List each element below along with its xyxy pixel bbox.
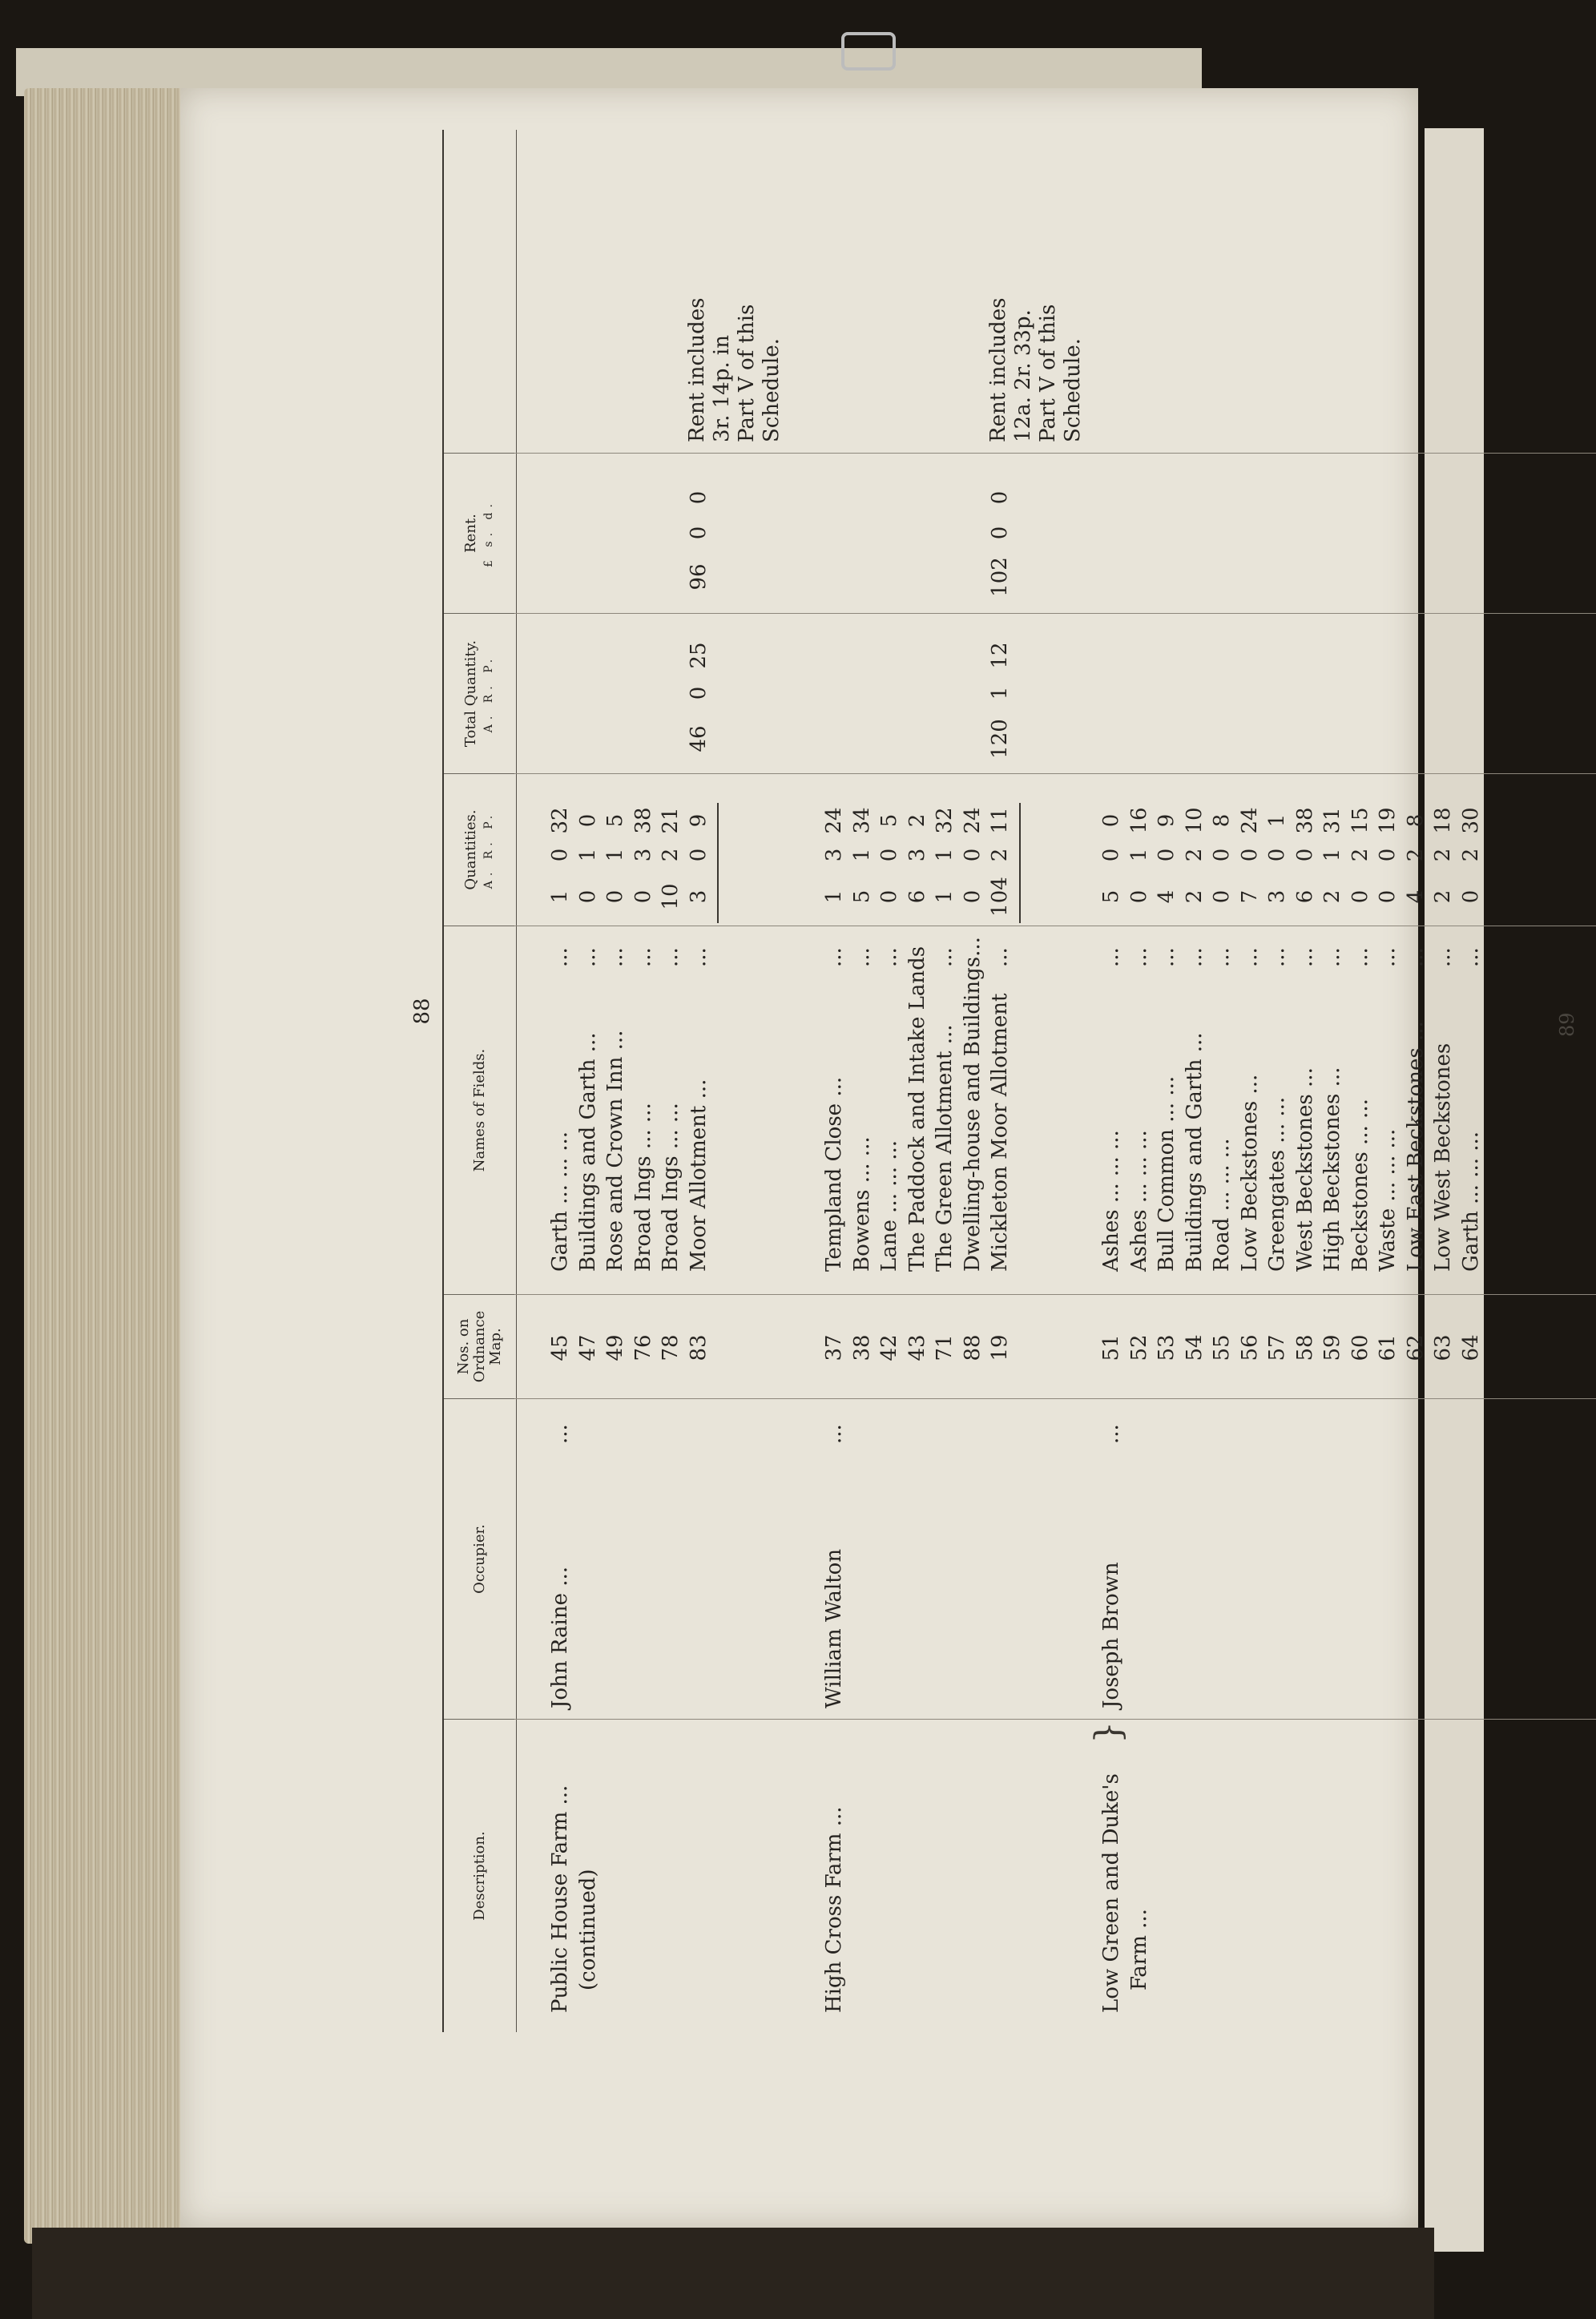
quantity-acres: 4 <box>1403 889 1428 904</box>
quantity-perches: 24 <box>1237 807 1262 834</box>
field-name: Garth ... ... ... <box>548 1131 572 1272</box>
total-acres: 46 <box>686 725 711 752</box>
field-dots: ... <box>1458 947 1483 967</box>
quantity-roods: 2 <box>1458 848 1483 862</box>
field-name: Garth ... ... ... <box>1458 1131 1483 1272</box>
quantity-perches: 18 <box>1431 807 1455 834</box>
field-dots: ... <box>575 947 600 967</box>
quantity-perches: 5 <box>603 813 627 828</box>
field-name: Low West Beckstones <box>1431 1043 1455 1272</box>
field-name: Low East Beckstones ... <box>1403 1021 1428 1272</box>
ordnance-map-no: 59 <box>1320 1334 1344 1361</box>
quantity-acres: 0 <box>603 889 627 904</box>
quantity-roods: 3 <box>631 848 655 862</box>
quantity-roods: 0 <box>1292 848 1317 862</box>
ordnance-map-no: 83 <box>686 1334 711 1361</box>
quantity-perches: 8 <box>1210 813 1234 828</box>
field-name: Bull Common ... ... <box>1155 1075 1179 1272</box>
quantity-roods: 0 <box>1265 848 1289 862</box>
field-dots: ... <box>1210 947 1234 967</box>
remarks-line: 3r. 14p. in <box>709 335 734 442</box>
ordnance-map-no: 57 <box>1265 1334 1289 1361</box>
quantity-perches: 15 <box>1348 807 1372 834</box>
rent-pounds: 96 <box>686 563 711 591</box>
quantity-acres: 0 <box>631 889 655 904</box>
table-header <box>442 130 517 2032</box>
ordnance-map-no: 51 <box>1099 1334 1123 1361</box>
quantity-roods: 2 <box>988 848 1012 862</box>
field-name: The Green Allotment ... <box>933 1024 957 1272</box>
quantity-acres: 2 <box>1320 889 1344 904</box>
header-remarks <box>444 130 516 454</box>
ordnance-map-no: 37 <box>822 1334 846 1361</box>
quantity-roods: 2 <box>1348 848 1372 862</box>
header-total-label: Total Quantity. <box>462 639 479 748</box>
sum-rule <box>717 803 719 923</box>
field-dots: ... <box>933 947 957 967</box>
quantity-acres: 2 <box>1431 889 1455 904</box>
field-name: Beckstones ... ... <box>1348 1099 1372 1272</box>
quantity-acres: 5 <box>849 889 874 904</box>
farm-description: High Cross Farm ... <box>822 1806 846 2013</box>
quantity-perches: 10 <box>1182 807 1207 834</box>
header-description-label: Description. <box>471 1831 488 1921</box>
field-name: Broad Ings ... ... <box>659 1103 683 1272</box>
ordnance-map-no: 63 <box>1431 1334 1455 1361</box>
farm-description-cont: (continued) <box>575 1869 600 1990</box>
remarks-line: Rent includes <box>684 297 709 442</box>
quantity-perches: 0 <box>1099 813 1123 828</box>
quantity-acres: 5 <box>1099 889 1123 904</box>
quantity-acres: 10 <box>659 883 683 910</box>
field-name: Lane ... ... ... <box>877 1139 901 1272</box>
field-name: Buildings and Garth ... <box>575 1032 600 1272</box>
quantity-perches: 21 <box>659 807 683 834</box>
field-dots: ... <box>1320 947 1344 967</box>
header-quantities <box>444 774 516 926</box>
quantity-perches: 34 <box>849 807 874 834</box>
ordnance-map-no: 43 <box>905 1334 929 1361</box>
quantity-roods: 2 <box>1403 848 1428 862</box>
quantity-roods: 2 <box>1431 848 1455 862</box>
ordnance-map-no: 58 <box>1292 1334 1317 1361</box>
field-dots: ... <box>1126 947 1151 967</box>
field-name: West Beckstones ... <box>1292 1067 1317 1272</box>
quantity-acres: 6 <box>905 889 929 904</box>
rent-shillings: 0 <box>988 526 1012 540</box>
header-quantities-label: Quantities. <box>462 809 479 890</box>
field-dots: ... <box>1431 947 1455 967</box>
sum-rule <box>1019 803 1021 923</box>
field-dots: ... <box>1265 947 1289 967</box>
quantity-perches: 32 <box>933 807 957 834</box>
ordnance-map-no: 56 <box>1237 1334 1262 1361</box>
total-perches: 25 <box>686 642 711 669</box>
quantity-perches: 32 <box>548 807 572 834</box>
bottom-shadow <box>32 2228 1434 2319</box>
quantity-acres: 104 <box>988 877 1012 917</box>
field-name: Buildings and Garth ... <box>1182 1032 1207 1272</box>
header-occupier-label: Occupier. <box>471 1524 488 1594</box>
quantity-roods: 0 <box>1099 848 1123 862</box>
quantity-acres: 7 <box>1237 889 1262 904</box>
field-dots: ... <box>988 947 1012 967</box>
ordnance-map-no: 19 <box>988 1334 1012 1361</box>
farm-description: Low Green and Duke's <box>1099 1773 1123 2013</box>
header-nos-line2: Ordnance Map. <box>471 1310 504 1383</box>
quantity-acres: 3 <box>1265 889 1289 904</box>
quantity-roods: 0 <box>548 848 572 862</box>
field-dots: ... <box>1155 947 1179 967</box>
field-dots: ... <box>1376 947 1400 967</box>
ordnance-map-no: 76 <box>631 1334 655 1361</box>
occupier-name: Joseph Brown <box>1099 1562 1123 1708</box>
field-name: Mickleton Moor Allotment <box>988 993 1012 1272</box>
quantity-acres: 0 <box>1376 889 1400 904</box>
page-number: 88 <box>410 998 434 1025</box>
quantity-acres: 1 <box>548 889 572 904</box>
quantity-roods: 1 <box>933 848 957 862</box>
remarks-line: Rent includes <box>986 297 1010 442</box>
ordnance-map-no: 45 <box>548 1334 572 1361</box>
quantity-acres: 0 <box>1210 889 1234 904</box>
header-occupier <box>444 1399 516 1720</box>
header-total-units: A. R. P. <box>482 654 495 733</box>
quantity-acres: 4 <box>1155 889 1179 904</box>
quantity-perches: 19 <box>1376 807 1400 834</box>
field-dots: ... <box>1099 947 1123 967</box>
occupier-dots: ... <box>548 1424 572 1444</box>
quantity-roods: 3 <box>822 848 846 862</box>
total-roods: 1 <box>988 686 1012 700</box>
ordnance-map-no: 55 <box>1210 1334 1234 1361</box>
field-dots: ... <box>1348 947 1372 967</box>
header-rent-units: £ s. d. <box>482 499 495 567</box>
field-dots: ... <box>548 947 572 967</box>
quantity-acres: 1 <box>933 889 957 904</box>
ordnance-map-no: 64 <box>1458 1334 1483 1361</box>
field-dots: ... <box>849 947 874 967</box>
field-dots: ... <box>1237 947 1262 967</box>
occupier-dots: ... <box>822 1424 846 1444</box>
quantity-acres: 0 <box>575 889 600 904</box>
quantity-acres: 0 <box>1458 889 1483 904</box>
field-dots: ... <box>822 947 846 967</box>
quantity-acres: 3 <box>686 889 711 904</box>
ordnance-map-no: 54 <box>1182 1334 1207 1361</box>
field-name: Ashes ... ... ... <box>1126 1130 1151 1272</box>
brace-mark: } <box>1088 1721 1129 1744</box>
rotated-page-content <box>210 14 1578 2053</box>
header-rent <box>444 454 516 614</box>
field-dots: ... <box>1403 947 1428 967</box>
column-rule <box>514 1398 1596 1399</box>
field-name: Dwelling-house and Buildings... <box>960 937 985 1272</box>
remarks-line: Schedule. <box>759 338 784 442</box>
remarks-line: 12a. 2r. 33p. <box>1011 309 1035 442</box>
quantity-acres: 0 <box>960 889 985 904</box>
ordnance-map-no: 60 <box>1348 1334 1372 1361</box>
quantity-roods: 0 <box>1237 848 1262 862</box>
quantity-perches: 30 <box>1458 807 1483 834</box>
quantity-perches: 8 <box>1403 813 1428 828</box>
occupier-dots: ... <box>1099 1424 1123 1444</box>
field-dots: ... <box>686 947 711 967</box>
farm-description-cont: Farm ... <box>1126 1909 1151 1990</box>
ordnance-map-no: 62 <box>1403 1334 1428 1361</box>
header-ordnance-nos <box>444 1295 516 1399</box>
field-dots: ... <box>877 947 901 967</box>
quantity-roods: 0 <box>1210 848 1234 862</box>
quantity-acres: 1 <box>822 889 846 904</box>
field-name: Greengates ... ... <box>1265 1096 1289 1272</box>
header-names-label: Names of Fields. <box>471 1048 488 1172</box>
field-name: Road ... ... ... <box>1210 1138 1234 1272</box>
quantity-perches: 5 <box>877 813 901 828</box>
next-page-number: 89 <box>1556 1012 1578 1037</box>
quantity-perches: 24 <box>822 807 846 834</box>
field-name: Rose and Crown Inn ... <box>603 1030 627 1272</box>
ordnance-map-no: 61 <box>1376 1334 1400 1361</box>
field-dots: ... <box>603 947 627 967</box>
header-total-quantity <box>444 614 516 774</box>
header-quantities-units: A. R. P. <box>482 810 495 889</box>
quantity-perches: 1 <box>1265 813 1289 828</box>
occupier-name: John Raine ... <box>548 1566 572 1708</box>
column-rule <box>514 1719 1596 1720</box>
rent-pounds: 102 <box>988 557 1012 597</box>
quantity-perches: 2 <box>905 813 929 828</box>
ordnance-map-no: 38 <box>849 1334 874 1361</box>
quantity-roods: 2 <box>659 848 683 862</box>
quantity-perches: 11 <box>988 807 1012 834</box>
quantity-acres: 0 <box>1126 889 1151 904</box>
field-name: Moor Allotment ... <box>686 1079 711 1272</box>
rent-shillings: 0 <box>686 526 711 540</box>
remarks-line: Schedule. <box>1061 338 1085 442</box>
quantity-roods: 1 <box>575 848 600 862</box>
column-rule <box>514 1294 1596 1295</box>
quantity-acres: 6 <box>1292 889 1317 904</box>
field-name: The Paddock and Intake Lands <box>905 946 929 1272</box>
ordnance-map-no: 53 <box>1155 1334 1179 1361</box>
quantity-roods: 0 <box>877 848 901 862</box>
quantity-roods: 0 <box>1155 848 1179 862</box>
field-name: High Beckstones ... <box>1320 1067 1344 1272</box>
column-rule <box>514 773 1596 774</box>
quantity-acres: 0 <box>1348 889 1372 904</box>
rent-pence: 0 <box>686 490 711 505</box>
ordnance-map-no: 42 <box>877 1334 901 1361</box>
field-name: Waste ... ... ... <box>1376 1128 1400 1272</box>
ordnance-map-no: 52 <box>1126 1334 1151 1361</box>
quantity-roods: 1 <box>603 848 627 862</box>
header-field-names <box>444 926 516 1295</box>
field-dots: ... <box>1182 947 1207 967</box>
quantity-acres: 0 <box>877 889 901 904</box>
field-dots: ... <box>659 947 683 967</box>
quantity-perches: 38 <box>1292 807 1317 834</box>
total-perches: 12 <box>988 642 1012 669</box>
quantity-perches: 9 <box>1155 813 1179 828</box>
quantity-perches: 0 <box>575 813 600 828</box>
header-rent-label: Rent. <box>462 514 479 553</box>
quantity-roods: 0 <box>960 848 985 862</box>
column-rule <box>514 453 1596 454</box>
ordnance-map-no: 71 <box>933 1334 957 1361</box>
ordnance-map-no: 47 <box>575 1334 600 1361</box>
quantity-roods: 1 <box>849 848 874 862</box>
quantity-perches: 24 <box>960 807 985 834</box>
quantity-perches: 31 <box>1320 807 1344 834</box>
quantity-roods: 1 <box>1126 848 1151 862</box>
ordnance-map-no: 78 <box>659 1334 683 1361</box>
field-name: Templand Close ... <box>822 1076 846 1272</box>
farm-description: Public House Farm ... <box>548 1785 572 2013</box>
quantity-roods: 2 <box>1182 848 1207 862</box>
field-name: Ashes ... ... ... <box>1099 1130 1123 1272</box>
quantity-perches: 16 <box>1126 807 1151 834</box>
quantity-roods: 0 <box>1376 848 1400 862</box>
quantity-acres: 2 <box>1182 889 1207 904</box>
total-acres: 120 <box>988 719 1012 759</box>
quantity-roods: 0 <box>686 848 711 862</box>
ordnance-map-no: 49 <box>603 1334 627 1361</box>
occupier-name: William Walton <box>822 1548 846 1708</box>
field-name: Bowens ... ... <box>849 1136 874 1272</box>
quantity-perches: 38 <box>631 807 655 834</box>
quantity-roods: 3 <box>905 848 929 862</box>
remarks-line: Part V of this <box>1036 304 1060 442</box>
column-rule <box>514 613 1596 614</box>
ordnance-map-no: 88 <box>960 1334 985 1361</box>
quantity-perches: 9 <box>686 813 711 828</box>
field-name: Broad Ings ... ... <box>631 1103 655 1272</box>
quantity-roods: 1 <box>1320 848 1344 862</box>
field-dots: ... <box>631 947 655 967</box>
header-nos-line1: Nos. on <box>455 1318 472 1375</box>
field-name: Low Beckstones ... <box>1237 1074 1262 1272</box>
field-dots: ... <box>1292 947 1317 967</box>
rent-pence: 0 <box>988 490 1012 505</box>
header-description <box>444 1720 516 2032</box>
total-roods: 0 <box>686 686 711 700</box>
remarks-line: Part V of this <box>734 304 759 442</box>
